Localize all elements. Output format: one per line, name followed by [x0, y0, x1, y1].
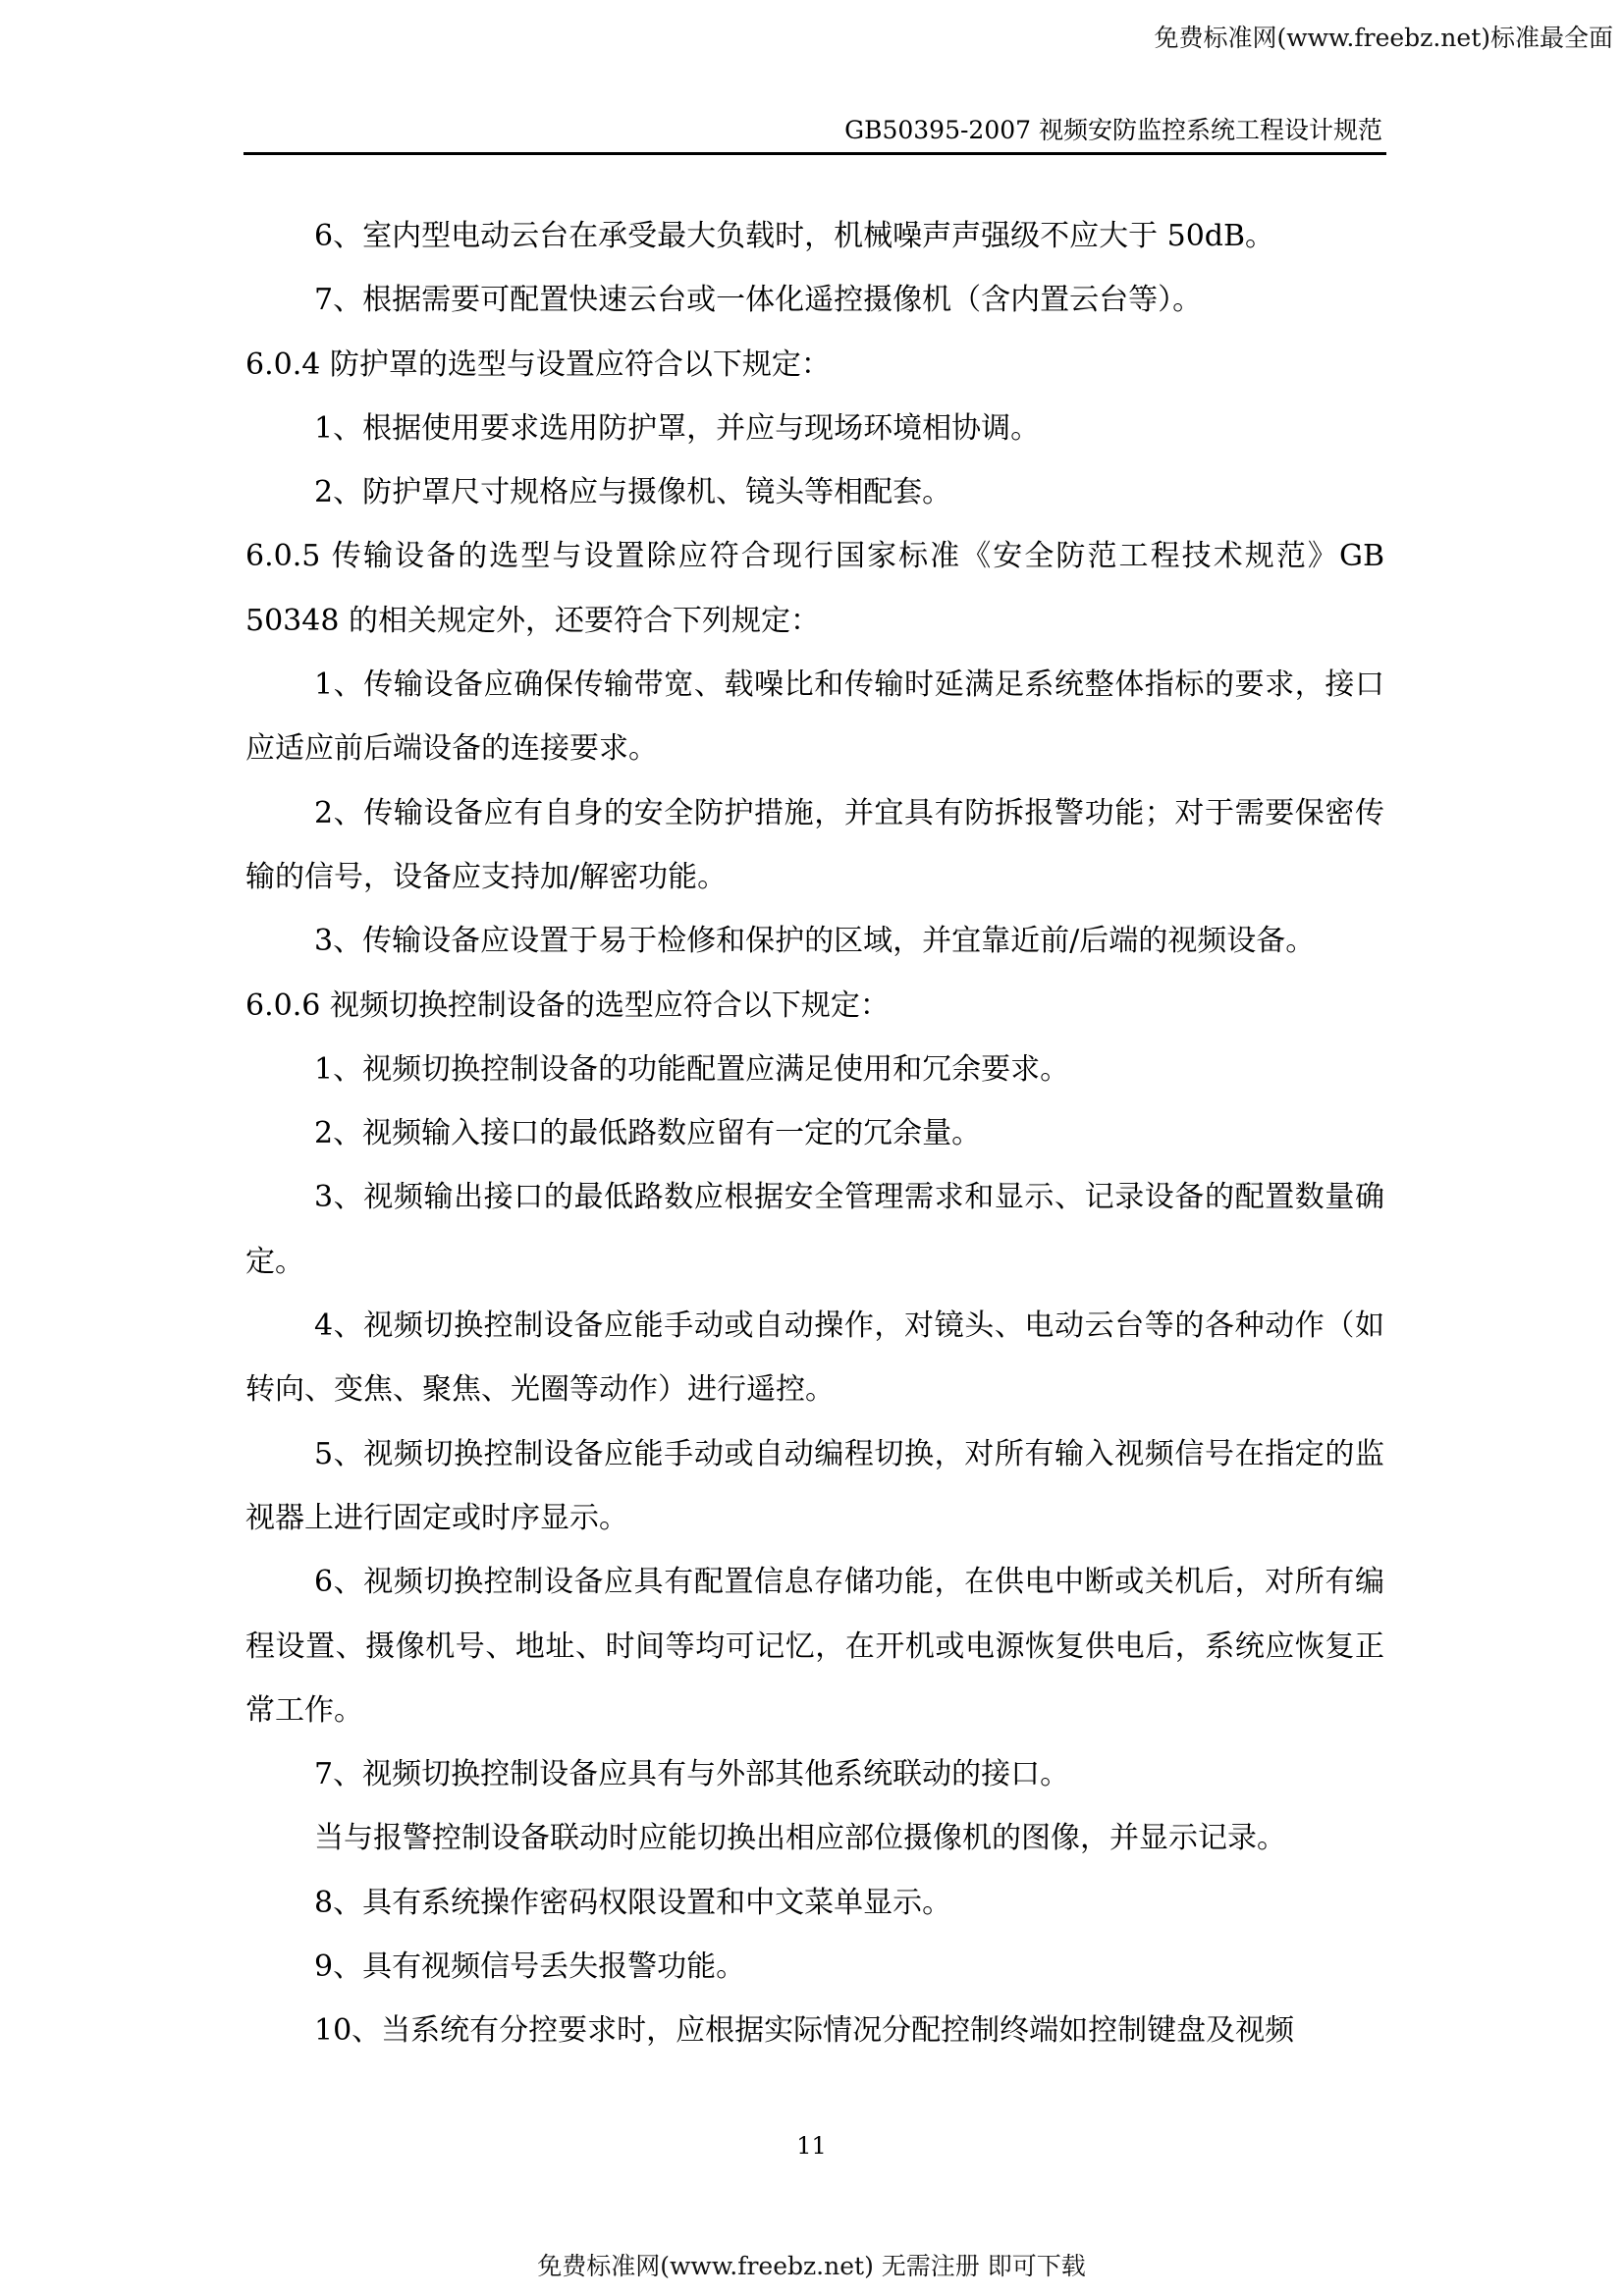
header-rule: [243, 152, 1386, 155]
running-head-title: GB50395-2007 视频安防监控系统工程设计规范: [844, 116, 1382, 144]
paragraph-6-0-4-item-1: 1、根据使用要求选用防护罩，并应与现场环境相协调。: [314, 410, 1041, 446]
site-watermark-top: 免费标准网(www.freebz.net)标准最全面: [1154, 24, 1613, 52]
paragraph-6-0-6-item-8: 8、具有系统操作密码权限设置和中文菜单显示。: [314, 1885, 952, 1920]
clause-6-0-6-heading: 6.0.6 视频切换控制设备的选型应符合以下规定：: [245, 988, 890, 1023]
paragraph-6-0-3-item-7: 7、根据需要可配置快速云台或一体化遥控摄像机（含内置云台等）。: [314, 283, 1203, 318]
clause-6-0-5-heading: 6.0.5 传输设备的选型与设置除应符合现行国家标准《安全防范工程技术规范》GB 50348 的相关规定外，还要符合下列规定：: [245, 539, 1384, 638]
paragraph-6-0-6-item-9: 9、具有视频信号丢失报警功能。: [314, 1949, 746, 1985]
paragraph-6-0-3-item-6: 6、室内型电动云台在承受最大负载时，机械噪声声强级不应大于 50dB。: [314, 219, 1275, 253]
paragraph-6-0-6-item-2: 2、视频输入接口的最低路数应留有一定的冗余量。: [314, 1116, 982, 1151]
page-number: 11: [796, 2132, 827, 2160]
paragraph-6-0-6-item-5: 5、视频切换控制设备应能手动或自动编程切换，对所有输入视频信号在指定的监视器上进行固定或时序显示。: [245, 1436, 1384, 1535]
paragraph-6-0-5-item-2: 2、传输设备应有自身的安全防护措施，并宜具有防拆报警功能；对于需要保密传输的信号，设备应支持加/解密功能。: [245, 795, 1384, 894]
paragraph-6-0-4-item-2: 2、防护罩尺寸规格应与摄像机、镜头等相配套。: [314, 475, 952, 510]
paragraph-6-0-5-item-3: 3、传输设备应设置于易于检修和保护的区域，并宜靠近前/后端的视频设备。: [314, 924, 1316, 959]
paragraph-6-0-6-item-4: 4、视频切换控制设备应能手动或自动操作，对镜头、电动云台等的各种动作（如转向、变焦、聚焦、光圈等动作）进行遥控。: [245, 1308, 1384, 1408]
paragraph-6-0-6-item-7: 7、视频切换控制设备应具有与外部其他系统联动的接口。: [314, 1757, 1070, 1792]
paragraph-6-0-6-item-6: 6、视频切换控制设备应具有配置信息存储功能，在供电中断或关机后，对所有编程设置、摄像机号、地址、时间等均可记忆，在开机或电源恢复供电后，系统应恢复正常工作。: [245, 1565, 1384, 1728]
clause-6-0-4-heading: 6.0.4 防护罩的选型与设置应符合以下规定：: [245, 347, 831, 382]
paragraph-6-0-6-item-10: 10、当系统有分控要求时，应根据实际情况分配控制终端如控制键盘及视频: [314, 2013, 1295, 2049]
document-body: [245, 204, 1384, 2063]
paragraph-6-0-6-item-1: 1、视频切换控制设备的功能配置应满足使用和冗余要求。: [314, 1051, 1070, 1087]
site-watermark-bottom: 免费标准网(www.freebz.net) 无需注册 即可下载: [537, 2252, 1086, 2280]
paragraph-6-0-6-item-7-note: 当与报警控制设备联动时应能切换出相应部位摄像机的图像，并显示记录。: [314, 1821, 1286, 1856]
paragraph-6-0-6-item-3: 3、视频输出接口的最低路数应根据安全管理需求和显示、记录设备的配置数量确定。: [245, 1180, 1384, 1279]
paragraph-6-0-5-item-1: 1、传输设备应确保传输带宽、载噪比和传输时延满足系统整体指标的要求，接口应适应前后端设备的连接要求。: [245, 667, 1384, 767]
